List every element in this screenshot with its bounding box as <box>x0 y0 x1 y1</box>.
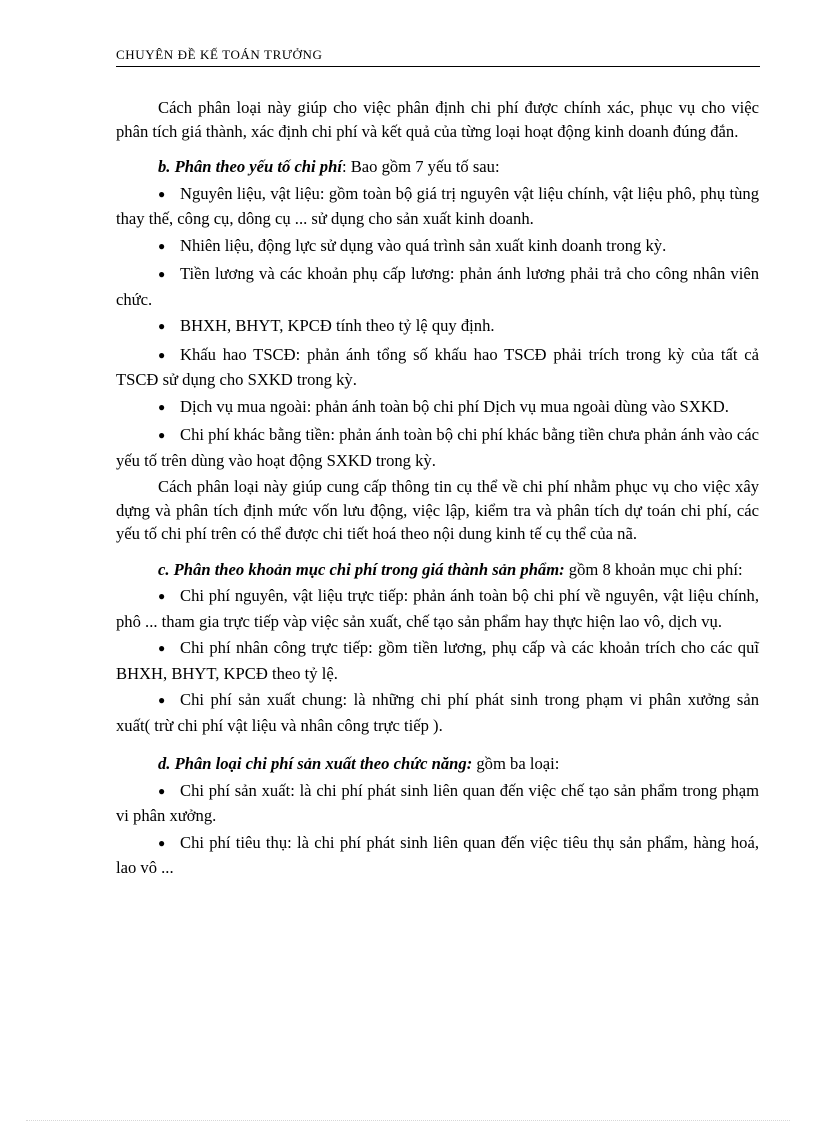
list-item <box>116 584 759 633</box>
section-b-heading <box>116 155 759 179</box>
section-d-heading <box>116 752 759 776</box>
list-item-text: Chi phí nguyên, vật liệu trực tiếp: phản ánh toàn bộ chi phí về nguyên, vật liệu chính, phô ... tham gia trực tiếp vàp việc sản xuất, chế tạo sản phẩm hay thực hiện lao vô, dịch vụ. <box>116 586 759 631</box>
header-title: CHUYÊN ĐỀ KẾ TOÁN TRƯỞNG <box>116 47 323 62</box>
section-c-list <box>116 584 759 740</box>
page-bottom-rule <box>26 1120 790 1121</box>
section-c-title: c. Phân theo khoản mục chi phí trong giá thành sản phẩm: <box>158 559 565 579</box>
list-item-text: Tiền lương và các khoản phụ cấp lương: phản ánh lương phải trả cho công nhân viên chức. <box>116 264 759 309</box>
page-header <box>116 47 760 67</box>
bullet-icon: ● <box>158 835 166 850</box>
intro-paragraph: Cách phân loại này giúp cho việc phân định chi phí được chính xác, phục vụ cho việc phân tích giá thành, xác định chi phí và kết quả của từng loại hoạt động kinh doanh đúng đắn. <box>116 98 759 141</box>
bullet-icon: ● <box>158 399 166 414</box>
bullet-icon: ● <box>158 641 166 655</box>
list-item <box>116 262 759 311</box>
section-c-heading <box>116 558 759 582</box>
list-item-text: Dịch vụ mua ngoài: phản ánh toàn bộ chi phí Dịch vụ mua ngoài dùng vào SXKD. <box>180 396 729 416</box>
section-d-lead: gồm ba loại: <box>472 754 560 773</box>
list-item-text: Chi phí nhân công trực tiếp: gồm tiền lương, phụ cấp và các khoản trích cho các quĩ BHXH, BHYT, KPCĐ theo tỷ lệ. <box>116 638 759 683</box>
section-c-lead: gồm 8 khoản mục chi phí: <box>564 559 743 579</box>
list-item <box>116 234 759 260</box>
list-item-text: Chi phí tiêu thụ: là chi phí phát sinh liên quan đến việc tiêu thụ sản phẩm, hàng hoá, lao vô ... <box>116 832 759 877</box>
list-item-text: Khấu hao TSCĐ: phản ánh tổng số khấu hao TSCĐ phải trích trong kỳ của tất cả TSCĐ sử dụng cho SXKD trong kỳ. <box>116 344 759 389</box>
list-item-text: Chi phí khác bằng tiền: phản ánh toàn bộ chi phí khác bằng tiền chưa phản ánh vào các yếu tố trên dùng vào hoạt động SXKD trong kỳ. <box>116 425 759 470</box>
section-d-list <box>116 779 759 883</box>
bullet-icon: ● <box>158 319 166 333</box>
list-item <box>116 423 759 472</box>
bullet-icon: ● <box>158 783 166 798</box>
list-item-text: BHXH, BHYT, KPCĐ tính theo tỷ lệ quy định. <box>180 316 495 335</box>
section-b-lead: : Bao gồm 7 yếu tố sau: <box>341 157 500 176</box>
bullet-icon: ● <box>158 693 166 707</box>
list-item-text: Chi phí sản xuất: là chi phí phát sinh liên quan đến việc chế tạo sản phẩm trong phạm vi phân xưởng. <box>116 780 759 825</box>
list-item <box>116 831 759 880</box>
section-b-title: b. Phân theo yếu tố chi phí <box>158 157 342 176</box>
bullet-icon: ● <box>158 428 166 442</box>
section-b-closing: Cách phân loại này giúp cung cấp thông tin cụ thể về chi phí nhằm phục vụ cho việc xây dựng và phân tích định mức vốn lưu động, việc lập, kiểm tra và phân tích dự toán chi phí, các yếu tố chi phí trên có thể được chi tiết hoá theo nội dung kinh tế cụ thể của nã. <box>116 477 759 543</box>
bullet-icon: ● <box>158 238 166 253</box>
list-item <box>116 636 759 685</box>
list-item <box>116 182 759 231</box>
bullet-icon: ● <box>158 186 166 201</box>
list-item-text: Nguyên liệu, vật liệu: gồm toàn bộ giá trị nguyên vật liệu chính, vật liệu phô, phụ tùng thay thế, công cụ, dông cụ ... sử dụng cho sản xuất kinh doanh. <box>116 183 759 228</box>
list-item <box>116 779 759 828</box>
bullet-icon: ● <box>158 267 166 281</box>
section-b-list <box>116 182 759 476</box>
section-d-title: d. Phân loại chi phí sản xuất theo chức năng: <box>158 754 473 773</box>
bullet-icon: ● <box>158 347 166 362</box>
list-item <box>116 688 759 737</box>
list-item <box>116 314 759 340</box>
document-body <box>116 96 759 883</box>
list-item-text: Nhiên liệu, động lực sử dụng vào quá trình sản xuất kinh doanh trong kỳ. <box>180 235 667 255</box>
list-item <box>116 343 759 392</box>
list-item <box>116 395 759 421</box>
bullet-icon: ● <box>158 589 166 603</box>
list-item-text: Chi phí sản xuất chung: là những chi phí phát sinh trong phạm vi phân xưởng sản xuất( trừ chi phí vật liệu và nhân công trực tiếp ). <box>116 690 759 735</box>
